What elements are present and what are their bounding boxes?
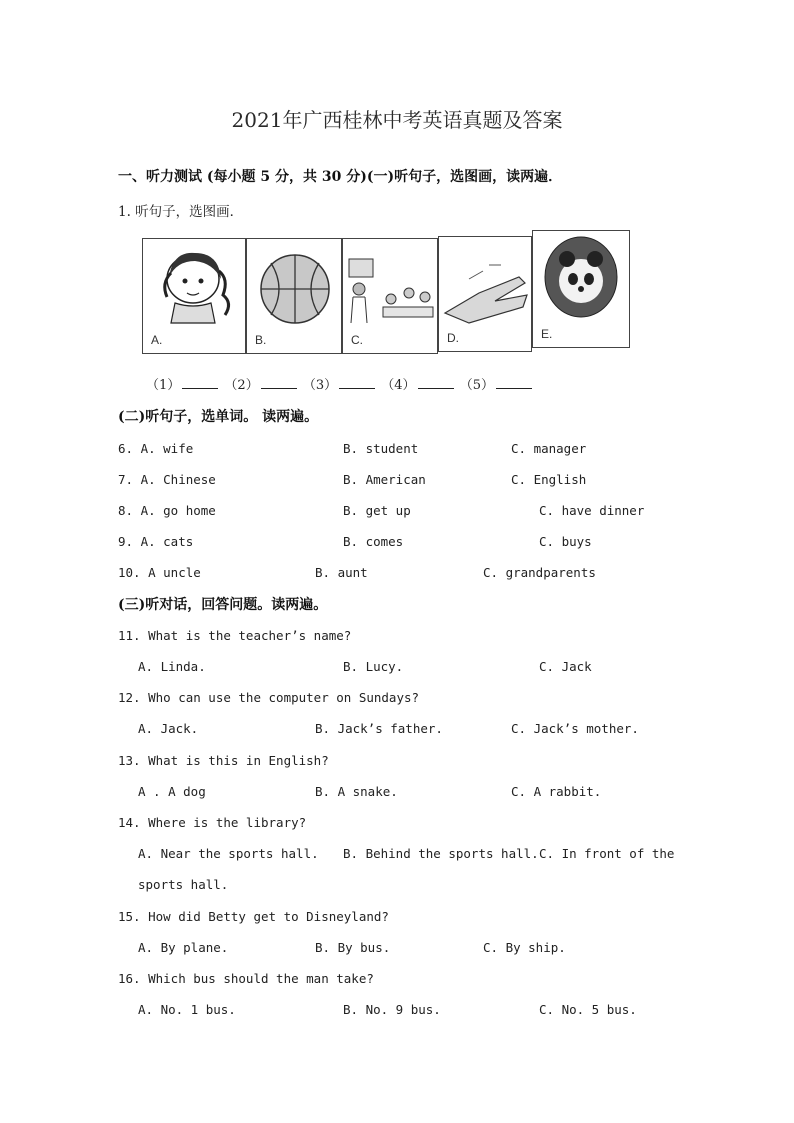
blank-line[interactable] xyxy=(418,376,454,389)
option-b: B. No. 9 bus. xyxy=(343,1002,441,1017)
option-c: C. have dinner xyxy=(539,503,645,518)
blank-label: （1） xyxy=(146,378,181,393)
picture-a xyxy=(142,238,246,354)
picture-d xyxy=(438,236,532,352)
question-9: 9. A. cats xyxy=(118,534,194,549)
option-b: B. Behind the sports hall. xyxy=(343,846,539,861)
option-c: C. buys xyxy=(539,534,592,549)
option-b: B. American xyxy=(343,472,426,487)
blank-label: （3） xyxy=(302,378,338,393)
option-b: B. A snake. xyxy=(315,784,398,799)
question-13: 13. What is this in English? xyxy=(118,753,329,768)
option-b: B. By bus. xyxy=(315,940,391,955)
question-10: 10. A uncle xyxy=(118,565,201,580)
question-7: 7. A. Chinese xyxy=(118,472,216,487)
section1-heading: 一、听力测试 (每小题 5 分，共 30 分)(一)听句子，选图画，读两遍． xyxy=(118,169,563,185)
question-8: 8. A. go home xyxy=(118,503,216,518)
question-1: 1. 听句子，选图画． xyxy=(118,204,244,220)
picture-label: B. xyxy=(255,333,267,347)
option-c: C. grandparents xyxy=(483,565,596,580)
answer-blanks xyxy=(146,374,534,393)
page-title: 2021年广西桂林中考英语真题及答案 xyxy=(231,108,563,132)
option-b: B. comes xyxy=(343,534,404,549)
option-c: C. A rabbit. xyxy=(511,784,602,799)
question-15: 15. How did Betty get to Disneyland? xyxy=(118,909,389,924)
picture-strip xyxy=(142,230,630,356)
option-c: C. In front of the xyxy=(539,846,675,861)
option-b: B. get up xyxy=(343,503,411,518)
picture-label: D. xyxy=(447,331,459,345)
option-c: C. Jack xyxy=(539,659,592,674)
option-a: A . A dog xyxy=(138,784,206,799)
blank-line[interactable] xyxy=(339,376,375,389)
blank-label: （4） xyxy=(381,378,416,393)
picture-c xyxy=(342,238,438,354)
section3-heading: (三)听对话，回答问题。读两遍。 xyxy=(118,597,328,613)
option-c: C. By ship. xyxy=(483,940,566,955)
question-11: 11. What is the teacher’s name? xyxy=(118,628,352,643)
picture-label: A. xyxy=(151,333,163,347)
picture-b xyxy=(246,238,342,354)
option-c: C. No. 5 bus. xyxy=(539,1002,637,1017)
option-b: B. Jack’s father. xyxy=(315,721,443,736)
option-c: C. manager xyxy=(511,441,587,456)
option-a: A. By plane. xyxy=(138,940,229,955)
option-a: A. No. 1 bus. xyxy=(138,1002,236,1017)
option-b: B. Lucy. xyxy=(343,659,404,674)
picture-e xyxy=(532,230,630,348)
blank-line[interactable] xyxy=(182,376,218,389)
question-14: 14. Where is the library? xyxy=(118,815,307,830)
option-a: A. Jack. xyxy=(138,721,199,736)
blank-line[interactable] xyxy=(496,376,532,389)
question-16: 16. Which bus should the man take? xyxy=(118,971,374,986)
picture-label: C. xyxy=(351,333,363,347)
blank-label: （2） xyxy=(224,378,259,393)
option-b: B. aunt xyxy=(315,565,368,580)
option-a: A. Near the sports hall. xyxy=(138,846,319,861)
option-a: A. Linda. xyxy=(138,659,206,674)
option-c: C. Jack’s mother. xyxy=(511,721,639,736)
option-b: B. student xyxy=(343,441,419,456)
section2-heading: (二)听句子，选单词。 读两遍。 xyxy=(118,409,319,425)
picture-label: E. xyxy=(541,327,553,341)
blank-line[interactable] xyxy=(261,376,297,389)
option-c-continued: sports hall. xyxy=(138,877,229,892)
option-c: C. English xyxy=(511,472,587,487)
blank-label: （5） xyxy=(459,378,494,393)
question-12: 12. Who can use the computer on Sundays? xyxy=(118,690,420,705)
question-6: 6. A. wife xyxy=(118,441,194,456)
